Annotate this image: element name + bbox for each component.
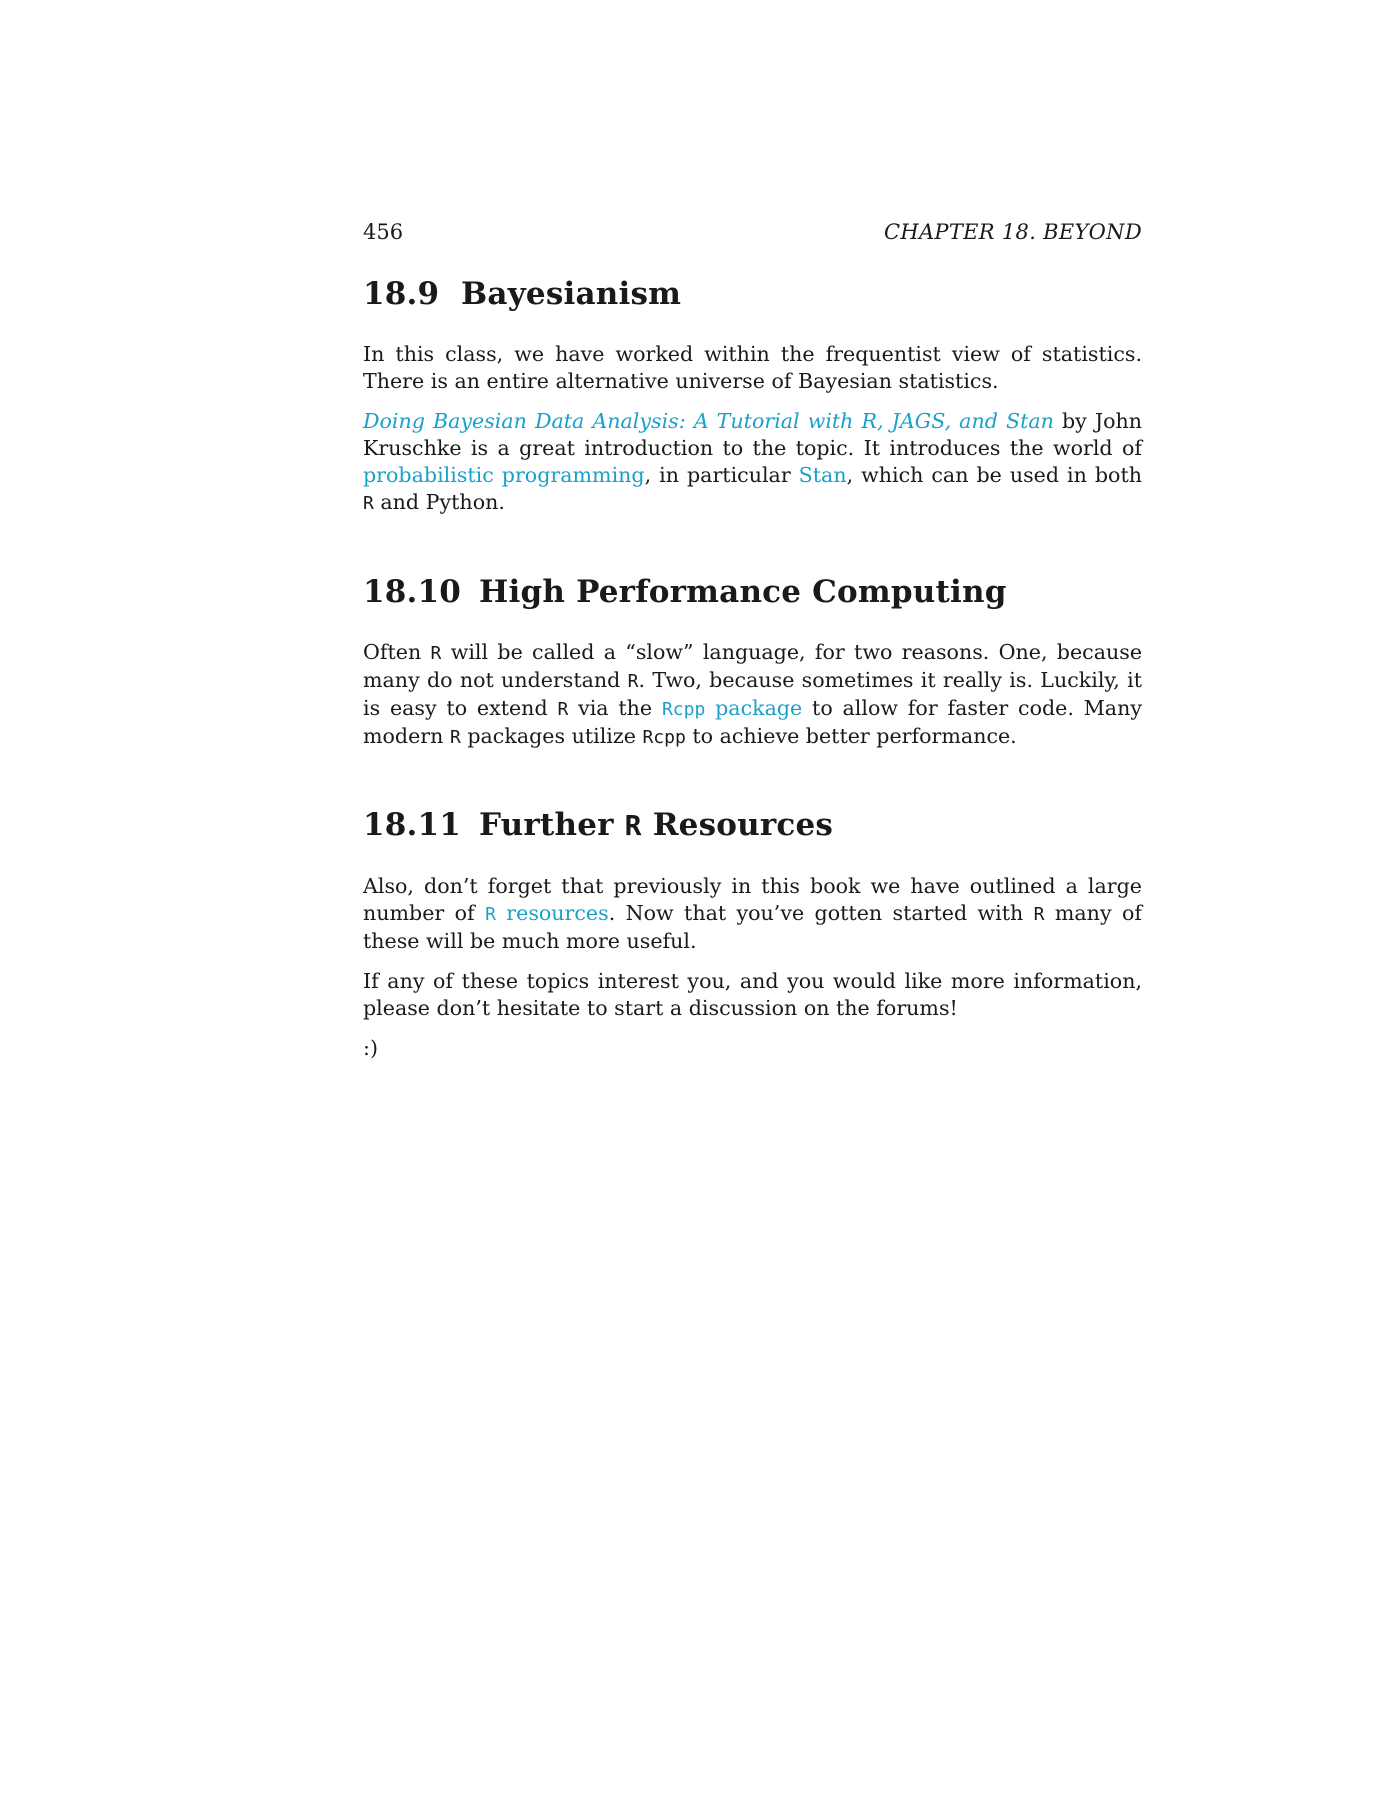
section-title-text: Further (479, 807, 625, 843)
paragraph-text: packages utilize (460, 724, 643, 748)
inline-code: R (363, 493, 374, 514)
section-title: High Performance Computing (479, 574, 1007, 610)
rcpp-link-text: package (705, 696, 803, 720)
book-link[interactable]: Doing Bayesian Data Analysis: A Tutorial with R, JAGS, and Stan (363, 409, 1054, 433)
section-high-performance-computing (363, 572, 1142, 751)
paragraph (363, 1035, 1142, 1062)
paragraph-text: If any of these topics interest you, and you would like more information, please don’t hesitate to start a discussion on the forums! (363, 969, 1142, 1020)
section-title (479, 807, 833, 843)
inline-code: R (627, 671, 639, 692)
paragraph-text: via the (568, 696, 662, 720)
paragraph (363, 408, 1142, 517)
inline-code: R (557, 699, 569, 720)
section-heading (363, 805, 1142, 846)
page-number: 456 (363, 220, 404, 244)
inline-code: R (449, 727, 461, 748)
paragraph-text: , in particular (644, 463, 799, 487)
section-title-code: R (624, 809, 642, 842)
rcpp-link-code: Rcpp (661, 699, 706, 720)
r-resources-link[interactable] (485, 901, 609, 925)
paragraph (363, 873, 1142, 955)
section-number: 18.11 (363, 807, 462, 843)
probabilistic-programming-link[interactable]: probabilistic programming (363, 463, 645, 487)
paragraph-text: :) (363, 1036, 378, 1060)
paragraph-text: . Two, because sometimes it really is. Luckily, it is easy to extend (363, 668, 1142, 720)
paragraph-text: Also, don’t forget that previously in this book we have outlined a large number of (363, 874, 1142, 925)
paragraph-text: , which can be used in both (846, 463, 1142, 487)
inline-code: R (430, 643, 442, 664)
section-number: 18.9 (363, 276, 440, 312)
r-resources-link-text: resources (495, 901, 609, 925)
section-heading (363, 274, 1142, 314)
inline-code: Rcpp (642, 727, 686, 748)
paragraph-text: to allow for faster code. Many modern (363, 696, 1142, 748)
stan-link[interactable]: Stan (798, 463, 847, 487)
section-number: 18.10 (363, 574, 462, 610)
paragraph-text: . Now that you’ve gotten started with (608, 901, 1034, 925)
paragraph-text: Often (363, 640, 431, 664)
section-further-r-resources (363, 805, 1142, 1062)
rcpp-package-link[interactable] (662, 696, 802, 720)
paragraph (363, 639, 1142, 751)
chapter-title: CHAPTER 18. BEYOND (883, 220, 1142, 244)
paragraph-text: In this class, we have worked within the frequentist view of statistics. There is an entire alternative universe of Bayesian statistics. (363, 342, 1142, 393)
paragraph-text: by John Kruschke is a great introduction to the topic. It introduces the world of (363, 409, 1143, 460)
paragraph (363, 341, 1142, 395)
inline-code: R (1033, 904, 1045, 925)
paragraph-text: and Python. (373, 490, 505, 514)
section-heading (363, 572, 1142, 612)
paragraph-text: many of these will be much more useful. (363, 901, 1142, 953)
section-title-text: Resources (641, 807, 834, 843)
section-title: Bayesianism (461, 276, 682, 312)
running-header (363, 218, 1142, 246)
paragraph-text: will be called a “slow” language, for two reasons. One, because many do not understand (363, 640, 1143, 692)
r-resources-link-code: R (485, 904, 496, 925)
section-bayesianism (363, 274, 1142, 517)
paragraph (363, 968, 1142, 1022)
paragraph-text: to achieve better performance. (685, 724, 1017, 748)
